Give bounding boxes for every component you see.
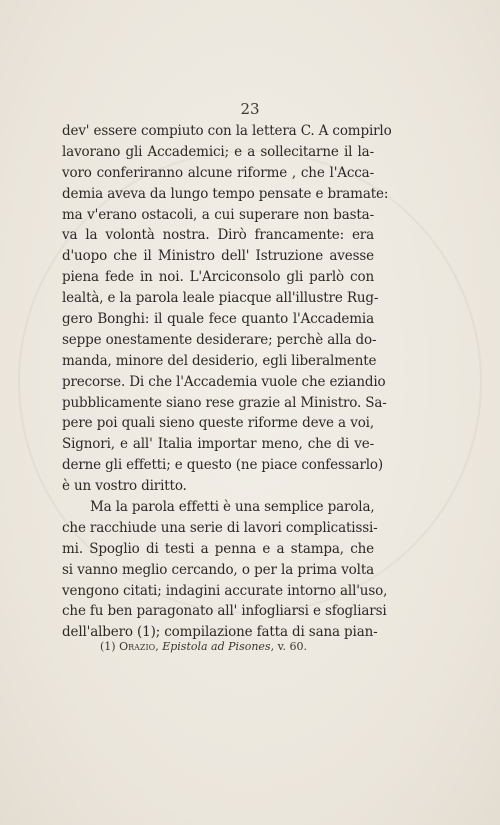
text-line: mi. Spoglio di testi a penna e a stampa, che — [62, 540, 374, 557]
footnote-marker: (1) — [100, 640, 116, 653]
text-line: ma v'erano ostacoli, a cui superare non basta- — [62, 206, 374, 223]
footnote-author: Orazio — [119, 640, 156, 653]
text-line: che racchiude una serie di lavori complicatissi- — [62, 519, 378, 536]
text-line: demia aveva da lungo tempo pensate e bramate: — [62, 185, 389, 202]
text-line: gero Bonghi: il quale fece quanto l'Accademia — [62, 311, 374, 328]
text-line: manda, minore del desiderio, egli liberalmente — [62, 352, 377, 369]
text-line: vengono citati; indagini accurate intorno all'uso, — [62, 582, 388, 599]
text-line: precorse. Di che l'Accademia vuole che eziandio — [62, 373, 386, 390]
text-line: che fu ben paragonato all' infogliarsi e sfogliarsi — [62, 603, 387, 620]
footnote-title: Epistola ad Pisones — [162, 640, 271, 653]
text-line: pubblicamente siano rese grazie al Ministro. Sa- — [62, 394, 387, 411]
text-line: pere poi quali sieno queste riforme deve a voi, — [62, 415, 374, 432]
text-line: si vanno meglio cercando, o per la prima volta — [62, 561, 374, 578]
text-line: voro conferiranno alcune riforme , che l'Acca- — [62, 164, 374, 181]
text-line: Signori, e all' Italia importar meno, che di ve- — [62, 436, 374, 453]
footnote-verse: v. 60. — [277, 640, 307, 653]
text-line: Ma la parola effetti è una semplice parola, — [90, 499, 375, 516]
text-line: è un vostro diritto. — [62, 478, 187, 495]
page-number: 23 — [240, 100, 260, 118]
text-line: va la volontà nostra. Dirò francamente: era — [62, 227, 374, 244]
text-line: piena fede in noi. L'Arciconsolo gli parlò con — [62, 269, 374, 286]
text-line: lavorano gli Accademici; e a sollecitarne il la- — [62, 143, 374, 160]
text-line: seppe onestamente desiderare; perchè alla do- — [62, 331, 377, 348]
text-line: dev' essere compiuto con la lettera C. A compirlo — [62, 123, 392, 139]
text-line: lealtà, e la parola leale piacque all'illustre Rug- — [62, 290, 379, 307]
text-line: d'uopo che il Ministro dell' Istruzione avesse — [62, 248, 374, 265]
footnote: (1) Orazio, Epistola ad Pisones, v. 60. — [100, 640, 307, 653]
text-line: dell'albero (1); compilazione fatta di sana pian- — [62, 624, 378, 641]
body-text — [62, 121, 392, 643]
text-line: derne gli effetti; e questo (ne piace confessarlo) — [62, 457, 384, 474]
